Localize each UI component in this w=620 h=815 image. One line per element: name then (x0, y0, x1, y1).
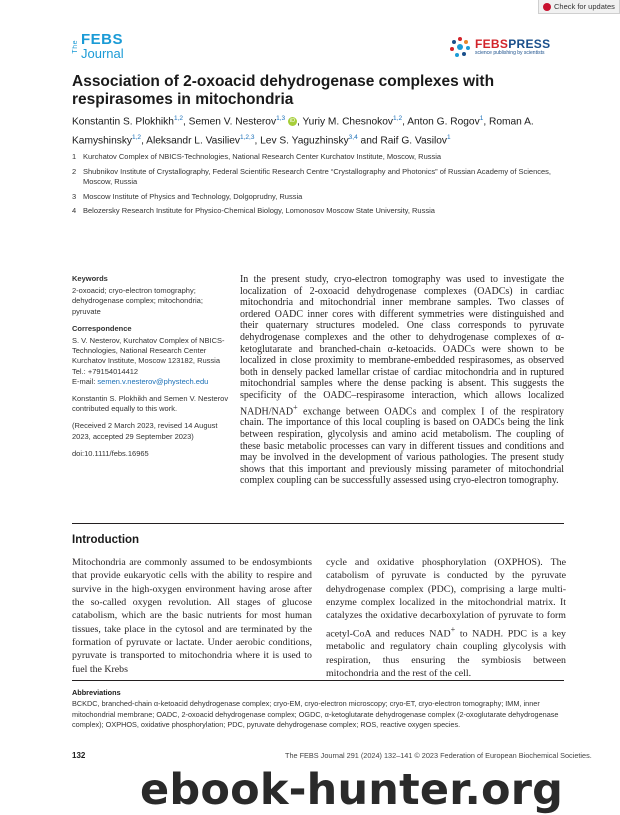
correspondence-heading: Correspondence (72, 323, 132, 333)
email-line (72, 377, 232, 387)
author-affiliation-marker: 1,3 (276, 115, 286, 122)
affiliation-text: Kurchatov Complex of NBICS-Technologies, National Research Center Kurchatov Institute, Moscow, Russia (83, 152, 442, 161)
affiliation-number: 1 (72, 152, 77, 161)
received-dates: (Received 2 March 2023, revised 14 August 2023, accepted 29 September 2023) (72, 421, 218, 441)
author-affiliation-marker: 1,2 (132, 134, 142, 142)
abbreviations (72, 688, 564, 730)
affiliation-number: 4 (72, 206, 77, 215)
author-affiliation-marker: 1 (447, 134, 451, 142)
affiliation-item (72, 167, 562, 188)
affiliation-text: Moscow Institute of Physics and Technology, Dolgoprudny, Russia (83, 191, 303, 201)
page-number: 132 (72, 751, 86, 760)
author-name: Konstantin S. Plokhikh (72, 116, 174, 128)
author-affiliation-marker: 1,2,3 (239, 134, 255, 142)
introduction-heading: Introduction (72, 534, 140, 546)
affiliation-text: Belozersky Research Institute for Physico-Chemical Biology, Lomonosov Moscow State University, Russia (83, 206, 435, 215)
footer-citation: The FEBS Journal 291 (2024) 132–141 © 2023 Federation of European Biochemical Societies. (285, 751, 592, 760)
author-affiliation-marker: 1,2 (393, 115, 403, 122)
email-label: E-mail: (72, 376, 98, 386)
abbreviations-divider (72, 680, 564, 681)
author-separator: , (182, 116, 189, 128)
crossmark-icon (543, 3, 551, 11)
logo-the: The (72, 39, 79, 54)
author-name: Roman A. Kamyshinsky (72, 116, 534, 147)
logo-journal: Journal (81, 46, 124, 61)
abstract-superscript: + (293, 402, 298, 412)
abstract (240, 274, 564, 487)
press-name (475, 38, 550, 50)
article-title: Association of 2-oxoacid dehydrogenase complexes with respirasomes in mitochondria (72, 73, 495, 108)
doi[interactable]: doi:10.1111/febs.16965 (72, 448, 149, 458)
keywords-heading: Keywords (72, 274, 108, 283)
febs-journal-logo (72, 33, 124, 60)
intro-right-superscript: + (450, 624, 456, 634)
check-for-updates-button[interactable] (538, 0, 620, 14)
author-separator: and (357, 135, 381, 147)
author-affiliation-marker: 3,4 (348, 134, 358, 142)
affiliations (72, 152, 562, 221)
affiliation-item (72, 206, 562, 217)
affiliation-text: Shubnikov Institute of Crystallography, Federal Scientific Research Centre “Crystallography and Photonics” of Russian Academy of Sciences, Moscow, Russia (83, 166, 552, 186)
author-separator: , (254, 135, 261, 147)
author-name: Raif G. Vasilov (380, 135, 448, 147)
orcid-icon[interactable]: iD (289, 118, 296, 125)
author-name: Semen V. Nesterov (188, 116, 277, 128)
press-tagline: science publishing by scientists (475, 50, 545, 56)
author-separator: , (483, 116, 489, 128)
affiliation-item (72, 192, 562, 203)
section-divider (72, 523, 564, 524)
email-link[interactable]: semen.v.nesterov@phystech.edu (97, 376, 209, 386)
introduction-left-column: Mitochondria are commonly assumed to be endosymbionts that provide eukaryotic cells with the ability to respire and survive in the high-oxygen environment having arose after the so-called oxygen revolution. All stages of glucose catabolism, which are the basic nutrients for most human tissues, take place in the cytosol and are terminated by the formation of pyruvate or lactate. Under aerobic conditions, pyruvate is transported to mitochondria where it is used to fuel the Krebs (72, 557, 312, 675)
abbreviations-heading: Abbreviations (72, 688, 121, 697)
affiliation-number: 3 (72, 191, 77, 201)
article-sidebar (72, 274, 232, 466)
author-name: Yuriy M. Chesnokov (302, 116, 394, 128)
affiliation-number: 2 (72, 166, 77, 176)
affiliation-item (72, 152, 562, 163)
author-affiliation-marker: 1 (479, 115, 484, 122)
febs-press-logo (449, 36, 550, 58)
telephone: Tel.: +79154014412 (72, 366, 139, 376)
author-name: Aleksandr L. Vasiliev (146, 135, 240, 147)
intro-right-part-2: to NADH. PDC is a key metabolic and regulatory chain coupling glycolysis with respiration, thus ensuring the symbiosis between mitochondria and the rest of the cell. (326, 628, 566, 680)
abstract-part-1: In the present study, cryo-electron tomography was used to investigate the localization of 2-oxoacid dehydrogenase complexes (OADCs) in cardiac mitochondria and mitochondrial inner membrane samples. Two classes of ordered OADC inner cores with different symmetries were distinguished and their quaternary structures modeled. One class corresponds to pyruvate dehydrogenase complexes and the other to dehydrogenase complexes of α-ketoglutarate and branched-chain α-ketoacids. OADCs were shown to be localized in close proximity to membrane-embedded respirasomes, as observed both in densely packed lamellar cristae of cardiac mitochondria and in ruptured mitochondrial samples where the dense packing is absent. This suggests the specificity of the OADC–respirasome interaction, which allows localized NADH/NAD (240, 274, 564, 417)
abstract-part-2: exchange between OADCs and complex I of the respiratory chain. The importance of this local coupling is based on OADCs being the link between respiration, glycolysis and amino acid metabolism. The coupling of these basic metabolic processes can vary in different tissues and conditions and may be involved in the development of various pathologies. The present study shows that this important and previously missing parameter of mitochondrial complex coupling can be successfully assessed using cryo-electron tomography. (240, 405, 564, 487)
keywords-text: 2-oxoacid; cryo-electron tomography; dehydrogenase complex; mitochondria; pyruvate (72, 286, 203, 316)
watermark-text: ebook-hunter.org (140, 765, 564, 815)
press-name-febs: FEBS (475, 37, 509, 51)
correspondence-text: S. V. Nesterov, Kurchatov Complex of NBICS-Technologies, National Research Center Kurchatov Institute, Moscow 123182, Russia (72, 336, 225, 366)
equal-contribution-note: Konstantin S. Plokhikh and Semen V. Nesterov contributed equally to this work. (72, 394, 229, 414)
abbreviations-text: BCKDC, branched-chain α-ketoacid dehydrogenase complex; cryo-EM, cryo-electron microscopy; cryo-ET, cryo-electron tomography; IMM, inner mitochondrial membrane; OADC, 2-oxoacid dehydrogenase complex; OGDC, α-ketoglutarate dehydrogenase complex (2-oxoglutarate dehydrogenase complex); OXPHOS, oxidative phosphorylation; PDC, pyruvate dehydrogenase complex; ROS, reactive oxygen species. (72, 699, 559, 729)
author-separator: , (141, 135, 147, 147)
introduction-right-column (326, 556, 566, 680)
author-name: Anton G. Rogov (407, 116, 480, 128)
author-list (72, 111, 562, 150)
author-affiliation-marker: 1,2 (173, 115, 183, 122)
press-name-press: PRESS (508, 37, 551, 51)
intro-right-part-1: cycle and oxidative phosphorylation (OXPHOS). The catabolism of pyruvate is conducted by the pyruvate dehydrogenase complex (PDC), comprising a large multi-enzyme complex localized in the mitochondrial matrix. It catalyzes the oxidative decarboxylation of pyruvate to form acetyl-CoA and reduces NAD (326, 557, 566, 640)
logo-febs: FEBS (81, 31, 124, 48)
author-name: Lev S. Yaguzhinsky (260, 135, 349, 147)
check-for-updates-label: Check for updates (554, 2, 615, 11)
febs-press-dots-icon (449, 36, 471, 58)
author-separator: , (296, 116, 303, 128)
author-separator: , (402, 116, 408, 128)
